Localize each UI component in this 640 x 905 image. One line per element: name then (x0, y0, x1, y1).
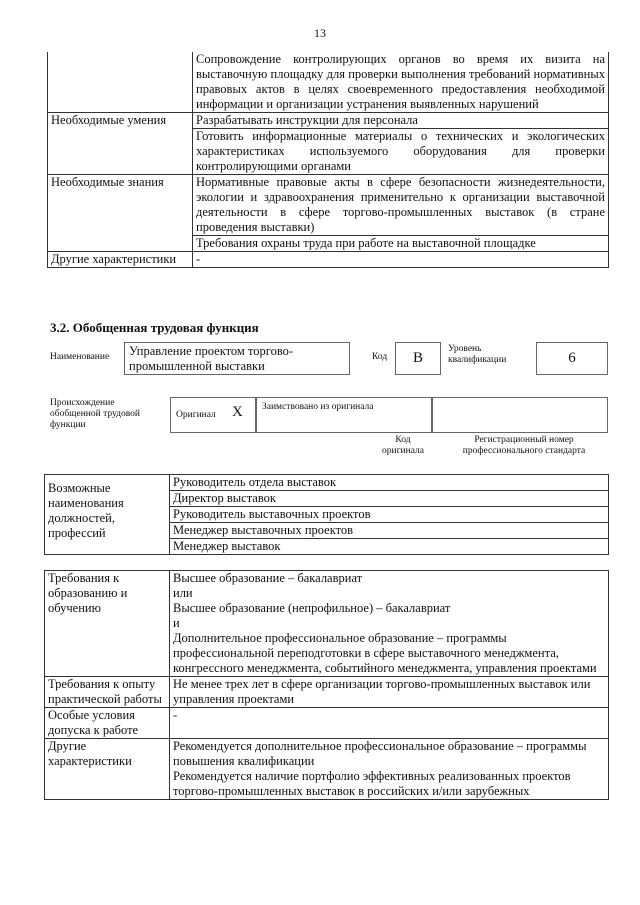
positions-table (44, 474, 609, 555)
original-mark: X (232, 404, 243, 420)
other-characteristics-cell (170, 739, 609, 800)
code-caption: Код оригинала (382, 435, 424, 456)
special-conditions-value: - (170, 708, 609, 739)
origin-label: Происхождение обобщенной трудовой функции (50, 398, 140, 430)
education-item: Дополнительное профессиональное образование – программы профессиональной переподготовки в сфере выставочного менеджмента, конгрессного менеджмента, событийного менеджмента, управления проектами (173, 631, 597, 675)
section-title: 3.2. Обобщенная трудовая функция (50, 320, 259, 335)
level-value: 6 (536, 342, 608, 375)
empty-label-cell (48, 52, 193, 113)
experience-value: Не менее трех лет в сфере организации торгово-промышленных выставок или управления проектами (170, 677, 609, 708)
labor-function-table-continued (47, 52, 609, 268)
education-cell (170, 571, 609, 677)
reg-caption: Регистрационный номер профессионального стандарта (462, 435, 586, 456)
other-label: Другие характеристики (48, 252, 193, 268)
reg-number-cell (432, 397, 608, 433)
borrowed-label: Заимствовано из оригинала (262, 402, 374, 412)
actions-continued-cell: Сопровождение контролирующих органов во время их визита на выставочную площадку для проверки выполнения требований нормативных правовых актов в целях своевременного предоставления необходимой информации и организации устранения выявленных нарушений (193, 52, 609, 113)
position-item: Менеджер выставок (170, 539, 609, 555)
skills-label: Необходимые умения (48, 113, 193, 129)
special-conditions-label: Особые условия допуска к работе (45, 708, 170, 739)
other-item: Рекомендуется дополнительное профессиональное образование – программы повышения квалификации (173, 739, 587, 768)
requirements-table (44, 570, 609, 800)
education-item: Высшее образование (непрофильное) – бакалавриат (173, 601, 451, 615)
education-label: Требования к образованию и обучению (45, 571, 170, 677)
name-label: Наименование (50, 352, 110, 362)
knowledge-label-cont (48, 236, 193, 252)
position-item: Директор выставок (170, 491, 609, 507)
original-label: Оригинал (176, 410, 216, 420)
position-item: Менеджер выставочных проектов (170, 523, 609, 539)
knowledge-label: Необходимые знания (48, 175, 193, 236)
other-value: - (193, 252, 609, 268)
position-item: Руководитель отдела выставок (170, 475, 609, 491)
knowledge-item: Нормативные правовые акты в сфере безопасности жизнедеятельности, экологии и здравоохранения применительно к организации выставочной деятельности в сфере торгово-промышленных выставок (в стране проведения выставки) (193, 175, 609, 236)
code-value: B (395, 342, 441, 375)
skill-item: Готовить информационные материалы о технических и экологических характеристиках используемого оборудования для проверки контролирующими органами (193, 129, 609, 175)
education-item: Высшее образование – бакалавриат (173, 571, 363, 585)
code-label: Код (372, 352, 388, 362)
education-item: или (173, 586, 193, 600)
skills-label-cont (48, 129, 193, 175)
name-value: Управление проектом торгово-промышленной выставки (124, 342, 350, 375)
education-item: и (173, 616, 180, 630)
level-label: Уровень квалификации (448, 344, 507, 365)
skill-item: Разрабатывать инструкции для персонала (193, 113, 609, 129)
other-characteristics-label: Другие характеристики (45, 739, 170, 800)
other-item: Рекомендуется наличие портфолио эффективных реализованных проектов торгово-промышленных выставок в российских и/или зарубежных (173, 769, 571, 798)
knowledge-item: Требования охраны труда при работе на выставочной площадке (193, 236, 609, 252)
position-item: Руководитель выставочных проектов (170, 507, 609, 523)
positions-label: Возможные наименования должностей, профессий (45, 475, 170, 555)
page-number: 13 (314, 26, 326, 40)
experience-label: Требования к опыту практической работы (45, 677, 170, 708)
